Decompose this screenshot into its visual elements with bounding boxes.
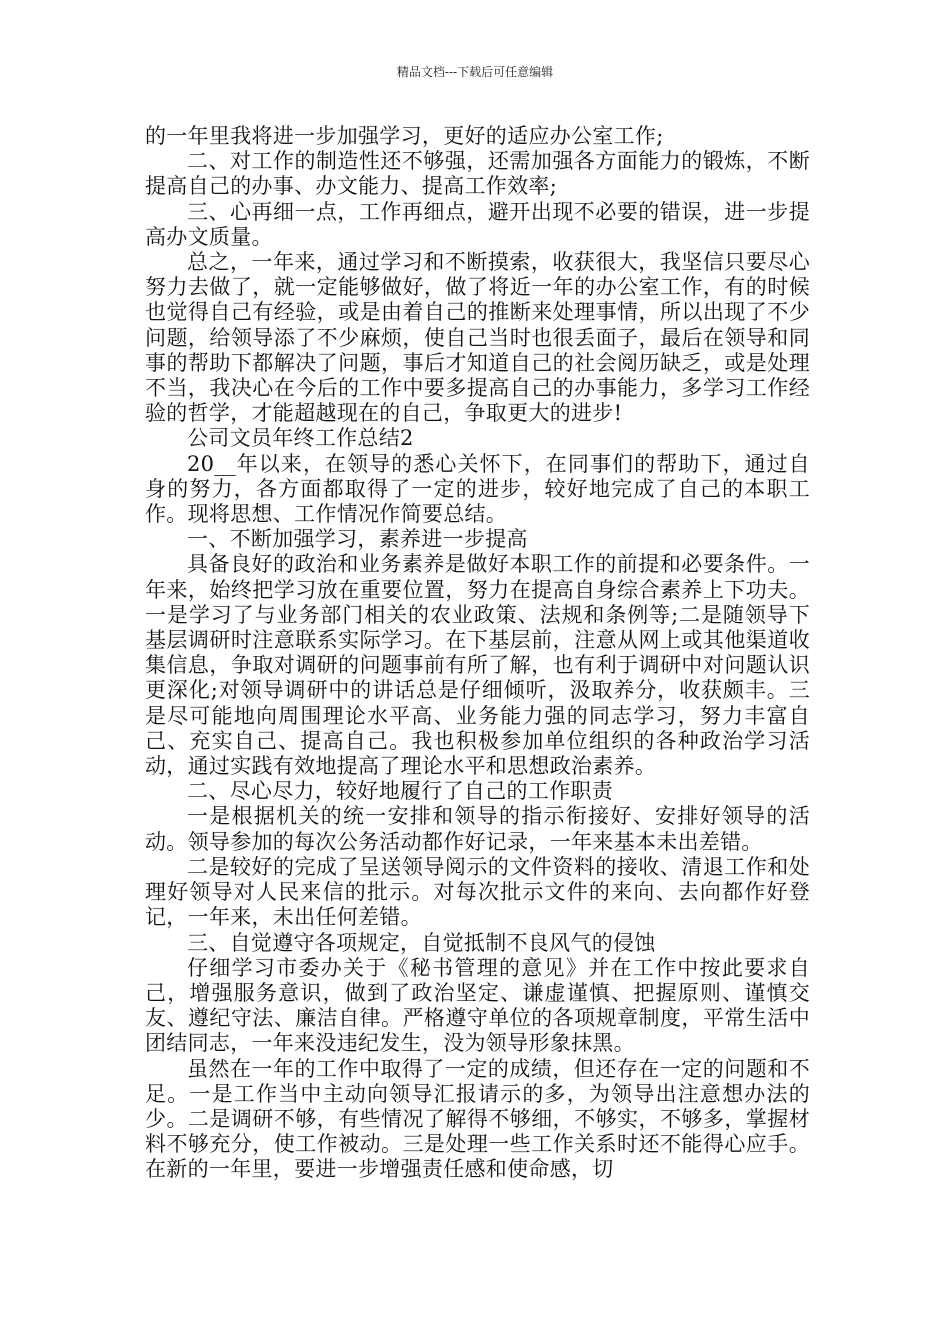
paragraph: 20__年以来，在领导的悉心关怀下，在同事们的帮助下，通过自身的努力，各方面都取得了一定的进步，较好地完成了自己的本职工作。现将思想、工作情况作简要总结。 bbox=[145, 451, 810, 527]
paragraph: 总之，一年来，通过学习和不断摸索，收获很大，我坚信只要尽心努力去做了，就一定能够做好，做了将近一年的办公室工作，有的时候也觉得自己有经验，或是由着自己的推断来处理事情，所以出现了不少问题，给领导添了不少麻烦，使自己当时也很丢面子，最后在领导和同事的帮助下都解决了问题，事后才知道自己的社会阅历缺乏，或是处理不当，我决心在今后的工作中要多提高自己的办事能力，多学习工作经验的哲学，才能超越现在的自己，争取更大的进步! bbox=[145, 250, 810, 426]
document-body bbox=[145, 124, 810, 1183]
section-heading: 一、不断加强学习，素养进一步提高 bbox=[187, 527, 528, 552]
section-title: 公司文员年终工作总结2 bbox=[187, 426, 414, 451]
paragraph: 二是较好的完成了呈送领导阅示的文件资料的接收、清退工作和处理好领导对人民来信的批示。对每次批示文件的来向、去向都作好登记，一年来，未出任何差错。 bbox=[145, 854, 810, 930]
paragraph: 虽然在一年的工作中取得了一定的成绩，但还存在一定的问题和不足。一是工作当中主动向领导汇报请示的多，为领导出注意想办法的少。二是调研不够，有些情况了解得不够细，不够实，不够多，掌握材料不够充分，使工作被动。三是处理一些工作关系时还不能得心应手。在新的一年里，要进一步增强责任感和使命感，切 bbox=[145, 1056, 810, 1182]
paragraph: 二、对工作的制造性还不够强，还需加强各方面能力的锻炼，不断提高自己的办事、办文能力、提高工作效率; bbox=[145, 149, 810, 199]
section-heading: 二、尽心尽力，较好地履行了自己的工作职责 bbox=[187, 779, 613, 804]
paragraph: 三、心再细一点，工作再细点，避开出现不必要的错误，进一步提高办文质量。 bbox=[145, 199, 810, 249]
paragraph: 的一年里我将进一步加强学习，更好的适应办公室工作; bbox=[145, 124, 664, 148]
paragraph: 仔细学习市委办关于《秘书管理的意见》并在工作中按此要求自己，增强服务意识，做到了政治坚定、谦虚谨慎、把握原则、谨慎交友、遵纪守法、廉洁自律。严格遵守单位的各项规章制度，平常生活中团结同志，一年来没违纪发生，没为领导形象抹黑。 bbox=[145, 955, 810, 1056]
paragraph: 一是根据机关的统一安排和领导的指示衔接好、安排好领导的活动。领导参加的每次公务活动都作好记录，一年来基本未出差错。 bbox=[145, 804, 810, 854]
paragraph: 具备良好的政治和业务素养是做好本职工作的前提和必要条件。一年来，始终把学习放在重要位置，努力在提高自身综合素养上下功夫。一是学习了与业务部门相关的农业政策、法规和条例等;二是随领导下基层调研时注意联系实际学习。在下基层前，注意从网上或其他渠道收集信息，争取对调研的问题事前有所了解，也有利于调研中对问题认识更深化;对领导调研中的讲话总是仔细倾听，汲取养分，收获颇丰。三是尽可能地向周围理论水平高、业务能力强的同志学习，努力丰富自己、充实自己、提高自己。我也积极参加单位组织的各种政治学习活动，通过实践有效地提高了理论水平和思想政治素养。 bbox=[145, 552, 810, 779]
section-heading: 三、自觉遵守各项规定，自觉抵制不良风气的侵蚀 bbox=[187, 930, 656, 955]
page-header: 精品文档---下载后可任意编辑 bbox=[396, 65, 554, 79]
